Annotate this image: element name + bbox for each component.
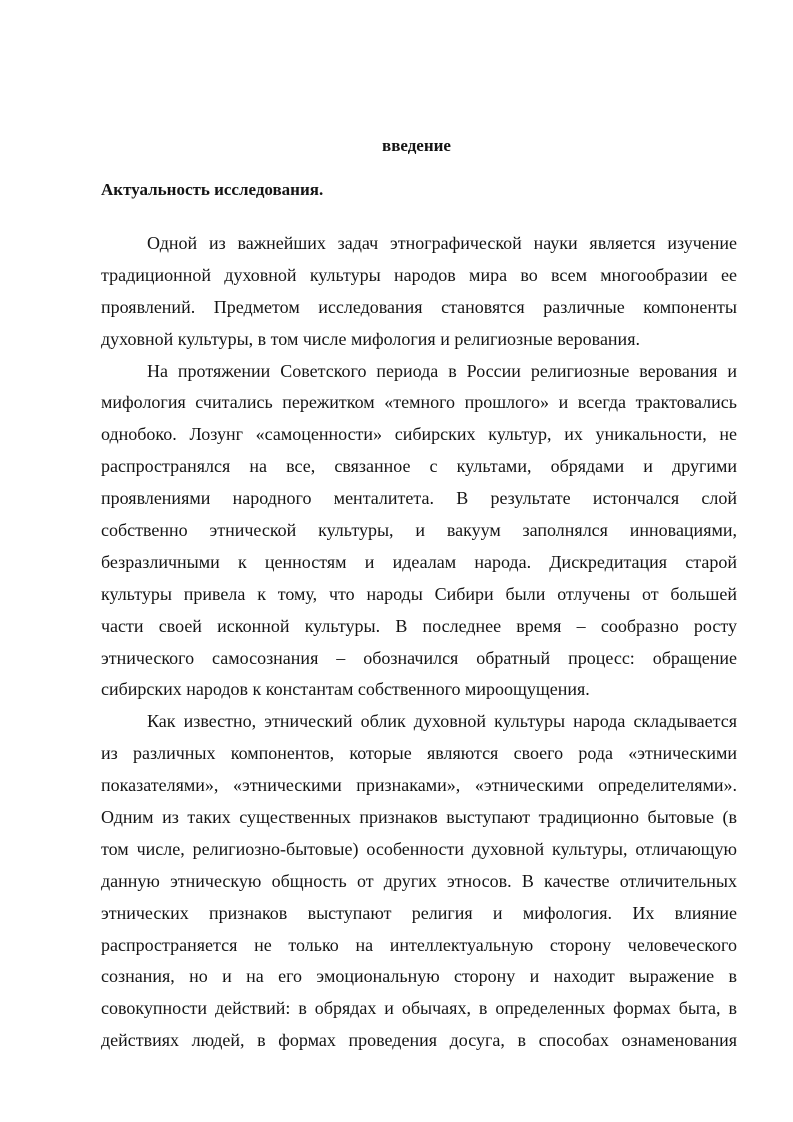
text-line: проявлений. Предметом исследования становятся различные компоненты	[101, 296, 737, 317]
text-line: сибирских народов к константам собственного мироощущения.	[101, 679, 590, 700]
text-line: На протяжении Советского периода в России религиозные верования и	[147, 360, 737, 381]
text-line: этнического самосознания – обозначился обратный процесс: обращение	[101, 647, 737, 668]
text-line: действиях людей, в формах проведения досуга, в способах ознаменования	[101, 1030, 737, 1051]
text-line: традиционной духовной культуры народов мира во всем многообразии ее	[101, 264, 737, 285]
text-line: этнических признаков выступают религия и мифология. Их влияние	[101, 902, 737, 923]
text-line: Одной из важнейших задач этнографической науки является изучение	[147, 233, 737, 253]
text-line: Как известно, этнический облик духовной культуры народа складывается	[147, 711, 737, 732]
text-line: распространяется не только на интеллектуальную сторону человеческого	[101, 934, 737, 955]
text-line: проявлениями народного менталитета. В результате истончался слой	[101, 488, 737, 509]
text-line: мифология считались пережитком «темного прошлого» и всегда трактовались	[101, 392, 737, 413]
text-line: данную этническую общность от других этносов. В качестве отличительных	[101, 870, 737, 891]
text-line: показателями», «этническими признаками», «этническими определителями».	[101, 775, 737, 796]
text-line: из различных компонентов, которые являются своего рода «этническими	[101, 743, 737, 764]
text-line: совокупности действий: в обрядах и обычаях, в определенных формах быта, в	[101, 998, 737, 1019]
text-line: Одним из таких существенных признаков выступают традиционно бытовые (в	[101, 807, 737, 828]
body-text	[101, 228, 737, 1057]
text-line: части своей исконной культуры. В последнее время – сообразно росту	[101, 615, 737, 636]
text-line: духовной культуры, в том числе мифология и религиозные верования.	[101, 328, 640, 349]
section-heading: введение	[382, 136, 451, 155]
text-line: культуры привела к тому, что народы Сибири были отлучены от большей	[101, 583, 737, 604]
text-line: сознания, но и на его эмоциональную сторону и находит выражение в	[101, 966, 737, 987]
text-line: собственно этнической культуры, и вакуум заполнялся инновациями,	[101, 520, 737, 541]
text-line: безразличными к ценностям и идеалам народа. Дискредитация старой	[101, 551, 737, 572]
subsection-heading: Актуальность исследования.	[101, 180, 324, 199]
text-line: распространялся на все, связанное с культами, обрядами и другими	[101, 456, 737, 477]
text-line: однобоко. Лозунг «самоценности» сибирских культур, их уникальности, не	[101, 424, 737, 445]
text-line: том числе, религиозно-бытовые) особенности духовной культуры, отличающую	[101, 838, 737, 859]
